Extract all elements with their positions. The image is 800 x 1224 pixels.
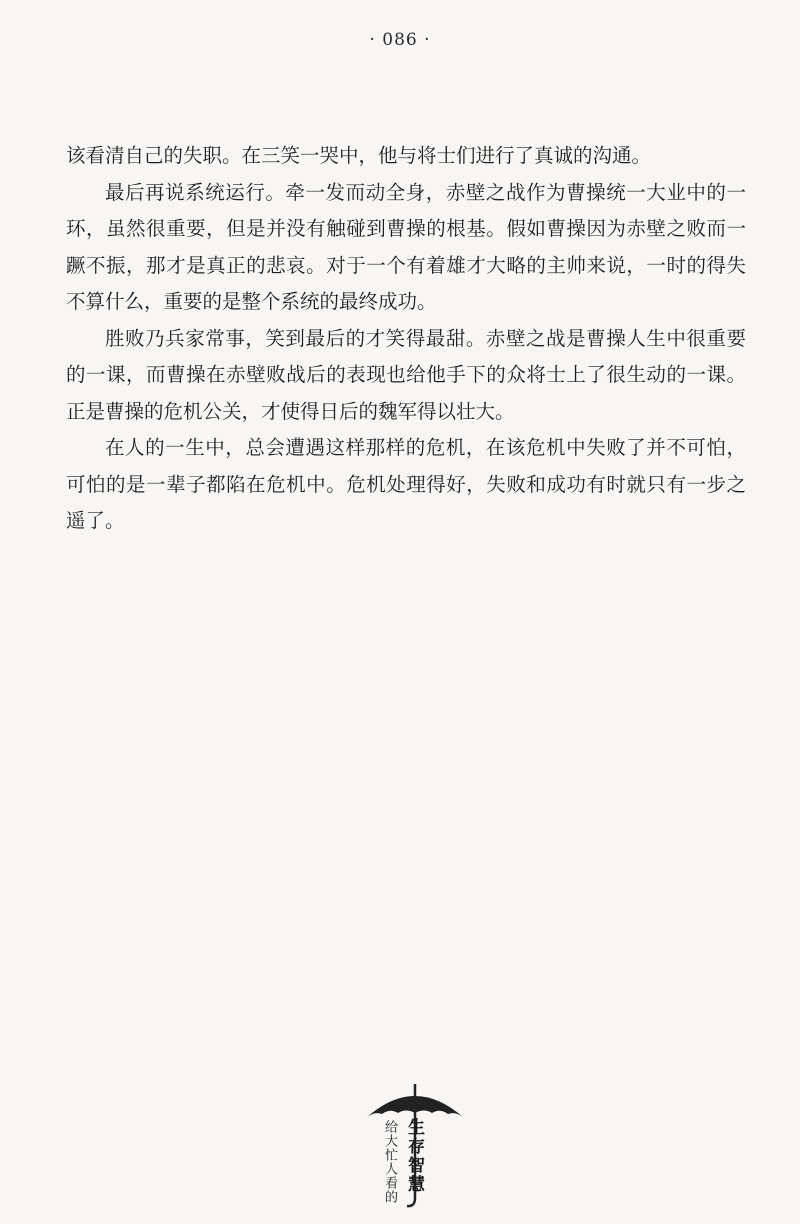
paragraph-2: 最后再说系统运行。牵一发而动全身，赤壁之战作为曹操统一大业中的一环，虽然很重要，但是并没有触碰到曹操的根基。假如曹操因为赤壁之败而一蹶不振，那才是真正的悲哀。对于一个有着雄才大略的主帅来说，一时的得失不算什么，重要的是整个系统的最终成功。: [66, 180, 746, 313]
body-text: [66, 138, 746, 540]
series-logo: [360, 1080, 470, 1210]
paragraph-4: 在人的一生中，总会遭遇这样那样的危机，在该危机中失败了并不可怕，可怕的是一辈子都陷在危机中。危机处理得好，失败和成功有时就只有一步之遥了。: [66, 436, 746, 532]
series-subtitle: 给大忙人看的: [382, 1120, 397, 1204]
page-number: · 086 ·: [369, 30, 431, 50]
paragraph-1: 该看清自己的失职。在三笑一哭中，他与将士们进行了真诚的沟通。: [66, 144, 652, 167]
series-title: 生存智慧: [404, 1118, 424, 1194]
paragraph-3: 胜败乃兵家常事，笑到最后的才笑得最甜。赤壁之战是曹操人生中很重要的一课，而曹操在赤壁败战后的表现也给他手下的众将士上了很生动的一课。正是曹操的危机公关，才使得日后的魏军得以壮大。: [66, 326, 746, 423]
